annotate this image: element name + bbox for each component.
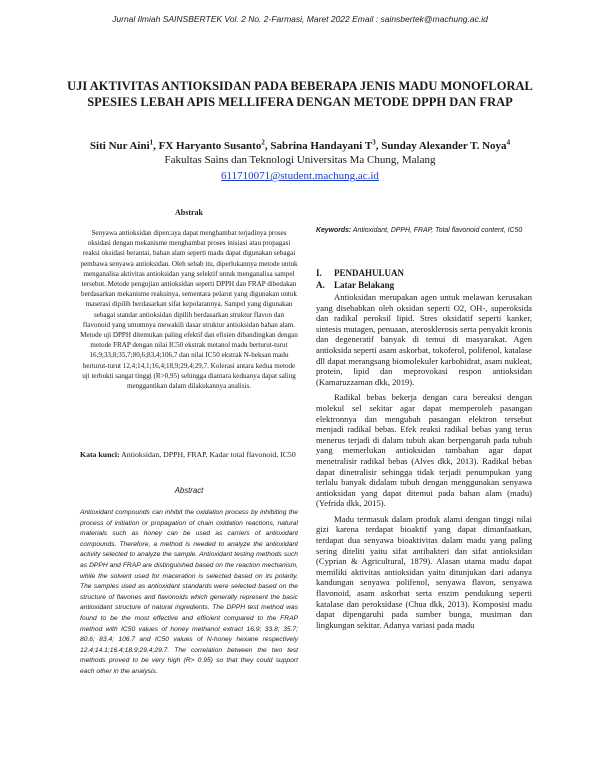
- keywords-list: Antioxidant, DPPH, FRAP, Total flavonoid content, IC50: [351, 227, 523, 234]
- paper-title: UJI AKTIVITAS ANTIOKSIDAN PADA BEBERAPA JENIS MADU MONOFLORAL SPESIES LEBAH APIS MELLIFERA DENGAN METODE DPPH DAN FRAP: [67, 79, 533, 109]
- section-number: I.: [316, 268, 322, 278]
- kata-kunci: [80, 450, 298, 461]
- section-title: PENDAHULUAN: [334, 268, 405, 278]
- abstract-text: Antioxidant compounds can inhibit the oxidation process by inhibiting the process of initiation or propagation of chain oxidation reactions, natural materials such as honey can be used as carriers of antioxidant compounds. Therefore, a method is needed to analyze the antioxidant activity selected to analyze the sample. Antioxidant testing methods such as DPPH and FRAP are distinguished based on the reaction mechanism, while the solvent used for maceration is selected based on its polarity. The samples used as antioxidant standards were selected based on the structure of flavones and flavonoids which generally represent the basic antioxidant structure of natural ingredients. The DPPH test method was found to be the most effective and efficient compared to the FRAP method with IC50 values of honey methanol extract 16.9; 33.8; 35.7; 80.6; 83.4; 106.7 and IC50 values of N-honey hexane respectively 12.4;14.1;16.4;18.9;29.4;29.7. The correlation between the two test methods proved to be very high (R> 0.95) so that they could support each other in the analysis.: [80, 509, 298, 675]
- subsection-title: Latar Belakang: [334, 280, 395, 290]
- author: Sunday Alexander T. Noya$^4$: [381, 138, 511, 152]
- affiliation: Fakultas Sains dan Teknologi Universitas Ma Chung, Malang: [164, 154, 436, 166]
- body-paragraph: Antioksidan merupakan agen untuk melawan kerusakan yang disebabkan oleh oksidan seperti O2, OH-, superoksida dan radikal peroksil lipid. Stres oksidatif seperti kanker, sintesis mutagen, penuaan, aterosklerosis serta penyakit kronis dan degeneratif banyak di temui di masyarakat. Agen antioksida seperti asam askorbat, tokoferol, polifenol, katalase dll dapat merangsang biomolekuler karbohidrat, asam nukleat, protein, lipid dan meprovokasi respon antioksidan (Kamaruzzaman dkk, 2019).: [316, 292, 532, 387]
- author: FX Haryanto Susanto$^2$,: [158, 138, 271, 152]
- body-text: [316, 292, 532, 635]
- author: Siti Nur Aini$^1$,: [89, 138, 159, 152]
- journal-header: Jurnal Ilmiah SAINSBERTEK Vol. 2 No. 2-Farmasi, Maret 2022 Email : sainsbertek@machung.ac.id: [112, 14, 488, 24]
- email-link[interactable]: 611710071@student.machung.ac.id: [221, 170, 379, 182]
- kata-kunci-list: Antioksidan, DPPH, FRAP, Kadar total flavonoid, IC50: [119, 450, 296, 459]
- author-list: [20, 138, 580, 152]
- kata-kunci-label: Kata kunci:: [80, 450, 120, 459]
- keywords-label: Keywords:: [316, 227, 352, 234]
- author: Sabrina Handayani $T^3$,: [270, 138, 382, 152]
- subsection-heading: [316, 280, 532, 290]
- body-paragraph: Madu termasuk dalam produk alami dengan tinggi nilai gizi karena terdapat bioaktif yang dapat dimanfaatkan, terdapat dua senyawa bioaktivitas dalam madu yang paling sering diteliti yaitu sifat antibakteri dan sifat antioksidan (Cyprian & Agricultural, 1879). Alasan utama madu dapat memiliki aktivitas antioksidan yaitu ditunjukan dari adanya kandungan senyawa polifenol, senyawa flavon, senyawa flavonoid, asam askorbat serta enzim pendukung seperti katalase dan peroksidase (Chua dkk, 2013). Komposisi madu dapat dipengaruhi pada sumber bunga, musiman dan lingkungan sekitar. Adanya variasi pada madu: [316, 513, 532, 630]
- abstrak-heading: Abstrak: [174, 208, 203, 217]
- abstrak-text: Senyawa antioksidan dipercaya dapat menghambat terjadinya proses oksidasi dengan mekanisme menghambat proses inisiasi atau propagasi reaksi oksidasi berantai, bahan alam seperti madu dapat digunakan sebagai pembawa senyawa antioksidan. Oleh sebab itu, diperlukannya metode untuk menganalisa aktivitas antioksidan yang selektif untuk menganalisa sampel tersebut. Metode pengujian antioksidan seperti DPPH dan FRAP dibedakan berdasarkan mekanisme reaksinya, sementara pelarut yang digunakan untuk maserasi dipilih berdasarkan sifat kepolarannya. Sampel yang digunakan sebagai standar antioksidan dipilih berdasarkan struktur flavon dan flavonoid yang umumnya mewakili dasar struktur antioksidan bahan alam. Metode uji DPPH ditemukan paling efektif dan efisien dibandingkan dengan metode FRAP dengan nilai IC50 ekstrak metanol madu berturut-turut 16,9;33,8;35,7;80,6;83,4;106,7 dan nilai IC50 ekstrak N-heksan madu berturut-turut 12,4;14,1;16,4;18,9;29,4;29,7. Kolerasi antara kedua metode uji terbukti sangat tinggi (R>0,95) sehingga diantara keduanya dapat saling menggantikan dalam dilakukannya analisis.: [80, 229, 298, 391]
- keywords: [316, 220, 532, 242]
- abstract-heading: Abstract: [174, 486, 204, 495]
- subsection-number: A.: [316, 280, 325, 290]
- section-heading: [316, 268, 532, 278]
- body-paragraph: Radikal bebas bekerja dengan cara bereaksi dengan molekul sel sekitar agar dapat memperoleh pasangan elektronnya dan mengubah pasangan elektron tersebut menjadi radikal bebas. Efek reaksi radikal bebas yang terus menerus terjadi di dalam tubuh akan berpengaruh pada tubuh yang memerlukan antioksidan tambahan agar dapat menetralisir radikal bebas (Alves dkk, 2013). Radikal bebas dapat dinetralisir sehingga tidak terjadi penumpukan yang terlalu banyak didalam tubuh dengan menggunakan senyawa antioksidan yang dapat ditemui pada bahan alam (madu) (Yefrida dkk, 2015).: [316, 392, 532, 509]
